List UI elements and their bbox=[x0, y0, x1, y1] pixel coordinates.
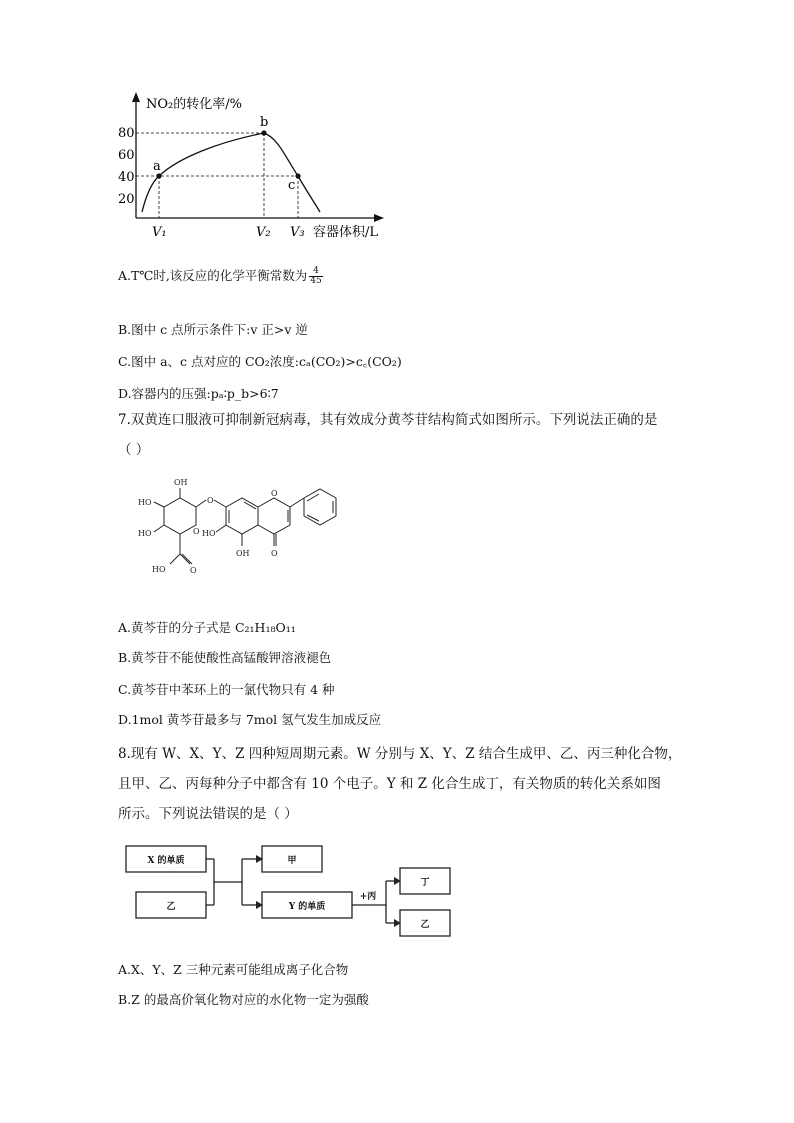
q6-option-c: C.图中 a、c 点对应的 CO₂浓度:cₐ(CO₂)>c꜀(CO₂) bbox=[118, 354, 402, 369]
q7-stem: 7.双黄连口服液可抑制新冠病毒，其有效成分黄芩苷结构简式如图所示。下列说法正确的是 bbox=[118, 412, 658, 428]
q6-option-b: B.图中 c 点所示条件下:v 正>v 逆 bbox=[118, 322, 308, 337]
q7-option-d: D.1mol 黄芩苷最多与 7mol 氢气发生加成反应 bbox=[118, 712, 382, 727]
q8-option-b: B.Z 的最高价氧化物对应的水化物一定为强酸 bbox=[118, 992, 369, 1007]
baicalin-structure bbox=[130, 472, 380, 602]
label-o-ring1: O bbox=[193, 527, 200, 536]
q8-stem-line1: 8.现有 W、X、Y、Z 四种短周期元素。W 分别与 X、Y、Z 结合生成甲、乙、丙三种化合物， bbox=[118, 746, 682, 762]
point-b bbox=[261, 130, 266, 135]
label-ho-left1: HO bbox=[138, 498, 152, 507]
y-tick-label: 60 bbox=[118, 148, 135, 163]
label-o-ketone: O bbox=[271, 549, 278, 558]
y-axis-arrow bbox=[132, 92, 140, 102]
label-ho-left2: HO bbox=[138, 529, 152, 538]
y-axis-label: NO₂的转化率/% bbox=[146, 97, 242, 112]
q6-option-a-text: A.T℃时,该反应的化学平衡常数为 bbox=[118, 268, 308, 283]
x-axis-label: 容器体积/L bbox=[313, 225, 379, 240]
point-c bbox=[295, 173, 300, 178]
q7-option-a: A.黄芩苷的分子式是 C₂₁H₁₈O₁₁ bbox=[118, 620, 296, 635]
x-tick-label: V₂ bbox=[256, 225, 271, 240]
x-tick-label: V₁ bbox=[152, 225, 167, 240]
box-ding-label: 丁 bbox=[420, 878, 430, 888]
label-o-link: O bbox=[207, 496, 214, 505]
point-label: a bbox=[153, 159, 161, 174]
x-tick-label: V₃ bbox=[290, 225, 305, 240]
label-oh-top: OH bbox=[174, 478, 188, 487]
q6-option-a bbox=[118, 266, 323, 286]
point-label: b bbox=[260, 115, 269, 130]
box-jia-label: 甲 bbox=[287, 856, 297, 866]
label-o-pyran: O bbox=[271, 489, 278, 498]
label-o-acid: O bbox=[190, 566, 197, 575]
q7-option-b: B.黄芩苷不能使酸性高锰酸钾溶液褪色 bbox=[118, 650, 332, 665]
y-tick-label: 20 bbox=[118, 192, 135, 207]
label-ho-ring: HO bbox=[202, 529, 216, 538]
arrow-label: +丙 bbox=[359, 892, 377, 902]
series-line bbox=[142, 133, 320, 212]
x-axis-arrow bbox=[374, 214, 384, 222]
q8-option-a: A.X、Y、Z 三种元素可能组成离子化合物 bbox=[118, 962, 349, 977]
point-label: c bbox=[288, 178, 296, 193]
y-tick-label: 80 bbox=[118, 126, 135, 141]
box-yi-left-label: 乙 bbox=[166, 902, 176, 912]
y-tick-label: 40 bbox=[118, 170, 135, 185]
q8-stem-line2: 且甲、乙、丙每种分子中都含有 10 个电子。Y 和 Z 化合生成丁，有关物质的转化关系如图 bbox=[118, 776, 661, 792]
box-x-label: X 的单质 bbox=[147, 856, 185, 866]
fraction-denominator: 45 bbox=[310, 276, 322, 286]
box-yi-right-label: 乙 bbox=[420, 920, 430, 930]
point-a bbox=[156, 173, 161, 178]
fraction bbox=[309, 267, 322, 286]
label-oh-bottom: OH bbox=[236, 549, 250, 558]
conversion-chart bbox=[118, 88, 408, 248]
fraction-numerator: 4 bbox=[309, 267, 322, 277]
q7-answer-paren: （ ） bbox=[118, 442, 150, 458]
label-ho-acid: HO bbox=[152, 565, 166, 574]
q7-option-c: C.黄芩苷中苯环上的一氯代物只有 4 种 bbox=[118, 682, 335, 697]
conversion-flow-diagram bbox=[118, 838, 458, 943]
q8-stem-line3: 所示。下列说法错误的是（ ） bbox=[118, 806, 298, 822]
q6-option-d: D.容器内的压强:pₐ∶p_b>6∶7 bbox=[118, 386, 279, 401]
box-y-label: Y 的单质 bbox=[288, 902, 326, 912]
